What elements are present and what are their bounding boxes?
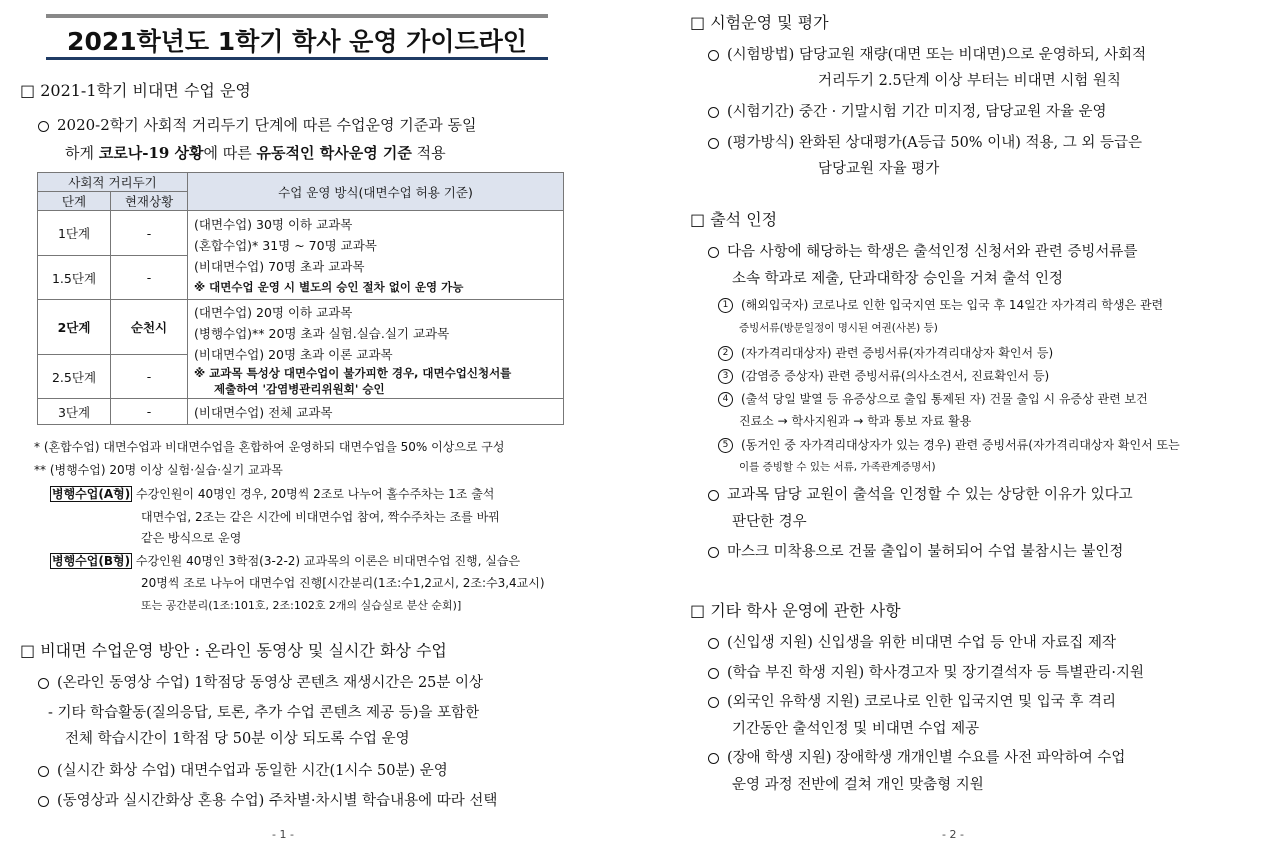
other-disabled-cont: 운영 과정 전반에 걸쳐 개인 맞춤형 지원	[732, 777, 984, 793]
section-heading-remote-plan: □ 비대면 수업운영 방안 : 온라인 동영상 및 실시간 화상 수업	[20, 641, 447, 660]
attendance-case-1-cont: 증빙서류(방문일정이 명시된 여권(사본) 등)	[739, 322, 938, 334]
section-heading-other: □ 기타 학사 운영에 관한 사항	[690, 601, 901, 620]
note-a-line-2: 대면수업, 2조는 같은 시간에 비대면수업 참여, 짝수주차는 조를 바꿔	[141, 510, 500, 524]
number-2-icon: 2	[718, 346, 733, 361]
distancing-table	[37, 172, 564, 425]
other-foreign-cont: 기간동안 출석인정 및 비대면 수업 제공	[732, 721, 980, 737]
method-line: (비대면수업) 20명 초과 이론 교과목	[194, 346, 393, 362]
attendance-case-5-cont: 이를 증빙할 수 있는 서류, 가족관계증명서)	[739, 461, 936, 473]
case-text: (자가격리대상자) 관련 증빙서류(자가격리대상자 확인서 등)	[741, 346, 1054, 360]
th-current: 현재상황	[111, 192, 188, 211]
bullet-icon	[708, 547, 719, 558]
plan-text: (온라인 동영상 수업) 1학점당 동영상 콘텐츠 재생시간은 25분 이상	[57, 675, 484, 691]
exam-period	[708, 100, 1107, 121]
method-line: (대면수업) 20명 이하 교과목	[194, 304, 353, 320]
attendance-case-4	[718, 390, 1148, 407]
section-heading-attendance: □ 출석 인정	[690, 210, 778, 229]
intro-bold-flexible: 유동적인 학사운영 기준	[256, 144, 412, 162]
plan-realtime	[38, 759, 448, 780]
section-heading-remote-class: □ 2021-1학기 비대면 수업 운영	[20, 81, 251, 100]
other-text: (외국인 유학생 지원) 코로나로 인한 입국지연 및 입국 후 격리	[727, 694, 1116, 710]
number-4-icon: 4	[718, 392, 733, 407]
other-disabled	[708, 746, 1125, 767]
page-number: - 2 -	[942, 828, 964, 841]
number-5-icon: 5	[718, 438, 733, 453]
intro-line-2	[65, 142, 446, 163]
parallel-b-label: 병행수업(B형)	[52, 554, 131, 568]
exam-method	[708, 43, 1146, 64]
other-text: (학습 부진 학생 지원) 학사경고자 및 장기결석자 등 특별관리·지원	[727, 665, 1144, 681]
stage-cell: 2.5단계	[38, 355, 111, 399]
method-cell-1	[188, 211, 564, 300]
other-foreign	[708, 690, 1116, 711]
attendance-text: 교과목 담당 교원이 출석을 인정할 수 있는 상당한 이유가 있다고	[727, 487, 1133, 503]
exam-text: (시험기간) 중간 · 기말시험 기간 미지정, 담당교원 자율 운영	[727, 104, 1107, 120]
method-line: (대면수업) 30명 이하 교과목	[194, 217, 353, 232]
bullet-icon	[708, 107, 719, 118]
title-bottom-rule	[46, 57, 548, 60]
bullet-icon	[38, 121, 49, 132]
th-distancing: 사회적 거리두기	[38, 173, 188, 192]
plan-online-video	[38, 671, 483, 692]
case-text: (출석 당일 발열 등 유증상으로 출입 통제된 자) 건물 출입 시 유증상 관련 보건	[741, 392, 1148, 406]
bullet-icon	[708, 50, 719, 61]
title-box	[46, 14, 548, 60]
attendance-text: 다음 사항에 해당하는 학생은 출석인정 신청서와 관련 증빙서류를	[727, 244, 1138, 260]
number-1-icon: 1	[718, 298, 733, 313]
bullet-icon	[38, 766, 49, 777]
method-line: (병행수업)** 20명 초과 실험.실습.실기 교과목	[194, 325, 450, 341]
plan-text: (동영상과 실시간화상 혼용 수업) 주차별·차시별 학습내용에 따라 선택	[57, 793, 498, 809]
other-freshmen	[708, 631, 1116, 652]
plan-mixed	[38, 789, 497, 810]
attendance-instructor	[708, 483, 1133, 504]
parallel-a-label: 병행수업(A형)	[52, 487, 131, 501]
plan-text: (실시간 화상 수업) 대면수업과 동일한 시간(1시수 50분) 운영	[57, 763, 448, 779]
th-stage: 단계	[38, 192, 111, 211]
case-text: (해외입국자) 코로나로 인한 입국지연 또는 입국 후 14일간 자가격리 학생은 관련	[741, 298, 1164, 312]
note-a-line-1	[50, 485, 494, 502]
attendance-case-1	[718, 296, 1163, 313]
intro-bold-covid: 코로나-19 상황	[98, 144, 204, 162]
current-cell: -	[111, 211, 188, 256]
attendance-case-4-cont: 진료소 → 학사지원과 → 학과 통보 자료 활용	[739, 414, 972, 428]
attendance-mask	[708, 540, 1123, 561]
attendance-intro-cont: 소속 학과로 제출, 단과대학장 승인을 거쳐 출석 인정	[732, 271, 1064, 287]
exam-grading-cont: 담당교원 자율 평가	[818, 161, 940, 177]
bullet-icon	[708, 668, 719, 679]
method-line: (혼합수업)* 31명 ~ 70명 교과목	[194, 238, 377, 253]
plan-detail-2: 전체 학습시간이 1학점 당 50분 이상 되도록 수업 운영	[65, 731, 410, 747]
stage-cell: 2단계	[38, 300, 111, 355]
attendance-instructor-cont: 판단한 경우	[732, 514, 807, 530]
attendance-intro	[708, 240, 1137, 261]
title-top-rule	[46, 14, 548, 18]
case-text: (동거인 중 자가격리대상자가 있는 경우) 관련 증빙서류(자가격리대상자 확인서 또는	[741, 438, 1180, 452]
note-b-line-1	[50, 552, 520, 569]
bullet-icon	[708, 638, 719, 649]
intro-frag: 하게	[65, 144, 99, 162]
method-cell-3: (비대면수업) 전체 교과목	[188, 399, 564, 425]
stage-cell: 1.5단계	[38, 256, 111, 300]
current-cell: -	[111, 256, 188, 300]
attendance-case-3	[718, 367, 1049, 384]
method-note: ※ 대면수업 운영 시 별도의 승인 절차 없이 운영 가능	[194, 280, 464, 294]
note-text: 수강인원 40명인 3학점(3-2-2) 교과목의 이론은 비대면수업 진행, 실습은	[135, 554, 521, 568]
current-cell: -	[111, 399, 188, 425]
exam-text: (평가방식) 완화된 상대평가(A등급 50% 이내) 적용, 그 외 등급은	[727, 135, 1142, 151]
method-line: (비대면수업) 70명 초과 교과목	[194, 259, 365, 274]
bullet-icon	[38, 796, 49, 807]
bullet-icon	[708, 490, 719, 501]
stage-cell: 3단계	[38, 399, 111, 425]
current-cell: 순천시	[111, 300, 188, 355]
other-struggling	[708, 661, 1144, 682]
page-2	[640, 0, 1278, 845]
bullet-icon	[708, 247, 719, 258]
note-b-line-2: 20명씩 조로 나누어 대면수업 진행[시간분리(1조:수1,2교시, 2조:수3,4교시)	[141, 576, 545, 590]
method-cell-2	[188, 300, 564, 399]
bullet-icon	[708, 697, 719, 708]
section-heading-exam: □ 시험운영 및 평가	[690, 13, 829, 32]
exam-text: (시험방법) 담당교원 재량(대면 또는 비대면)으로 운영하되, 사회적	[727, 47, 1147, 63]
page-title: 2021학년도 1학기 학사 운영 가이드라인	[67, 27, 527, 56]
exam-grading	[708, 131, 1142, 152]
bullet-icon	[708, 138, 719, 149]
current-cell: -	[111, 355, 188, 399]
intro-line-1	[38, 114, 476, 135]
attendance-case-2	[718, 344, 1053, 361]
plan-detail-1: - 기타 학습활동(질의응답, 토론, 추가 수업 콘텐츠 제공 등)을 포함한	[48, 705, 480, 721]
note-text: 수강인원이 40명인 경우, 20명씩 2조로 나누어 홀수주차는 1조 출석	[136, 487, 495, 501]
exam-method-cont: 거리두기 2.5단계 이상 부터는 비대면 시험 원칙	[818, 73, 1121, 89]
page-number: - 1 -	[272, 828, 294, 841]
number-3-icon: 3	[718, 369, 733, 384]
intro-frag: 적용	[411, 144, 446, 162]
note-b-line-3: 또는 공간분리(1조:101호, 2조:102호 2개의 실습실로 분산 순회)]	[141, 599, 462, 612]
note-mixed: * (혼합수업) 대면수업과 비대면수업을 혼합하여 운영하되 대면수업을 50% 이상으로 구성	[34, 440, 505, 454]
note-a-line-3: 같은 방식으로 운영	[141, 531, 242, 545]
bullet-icon	[708, 753, 719, 764]
bullet-icon	[38, 678, 49, 689]
other-text: (장애 학생 지원) 장애학생 개개인별 수요를 사전 파악하여 수업	[727, 750, 1126, 766]
other-text: (신입생 지원) 신입생을 위한 비대면 수업 등 안내 자료집 제작	[727, 635, 1116, 651]
intro-frag: 에 따른	[203, 144, 257, 162]
th-method: 수업 운영 방식(대면수업 허용 기준)	[188, 173, 564, 211]
note-parallel: ** (병행수업) 20명 이상 실험·실습·실기 교과목	[34, 463, 283, 477]
intro-text-1: 2020-2학기 사회적 거리두기 단계에 따른 수업운영 기준과 동일	[57, 116, 477, 134]
method-note: 제출하여 '감염병관리위원회' 승인	[214, 381, 385, 396]
attendance-text: 마스크 미착용으로 건물 출입이 불허되어 수업 불참시는 불인정	[727, 544, 1124, 560]
attendance-case-5	[718, 436, 1180, 453]
method-note: ※ 교과목 특성상 대면수업이 불가피한 경우, 대면수업신청서를	[194, 365, 512, 380]
case-text: (감염증 증상자) 관련 증빙서류(의사소견서, 진료확인서 등)	[741, 369, 1050, 383]
stage-cell: 1단계	[38, 211, 111, 256]
